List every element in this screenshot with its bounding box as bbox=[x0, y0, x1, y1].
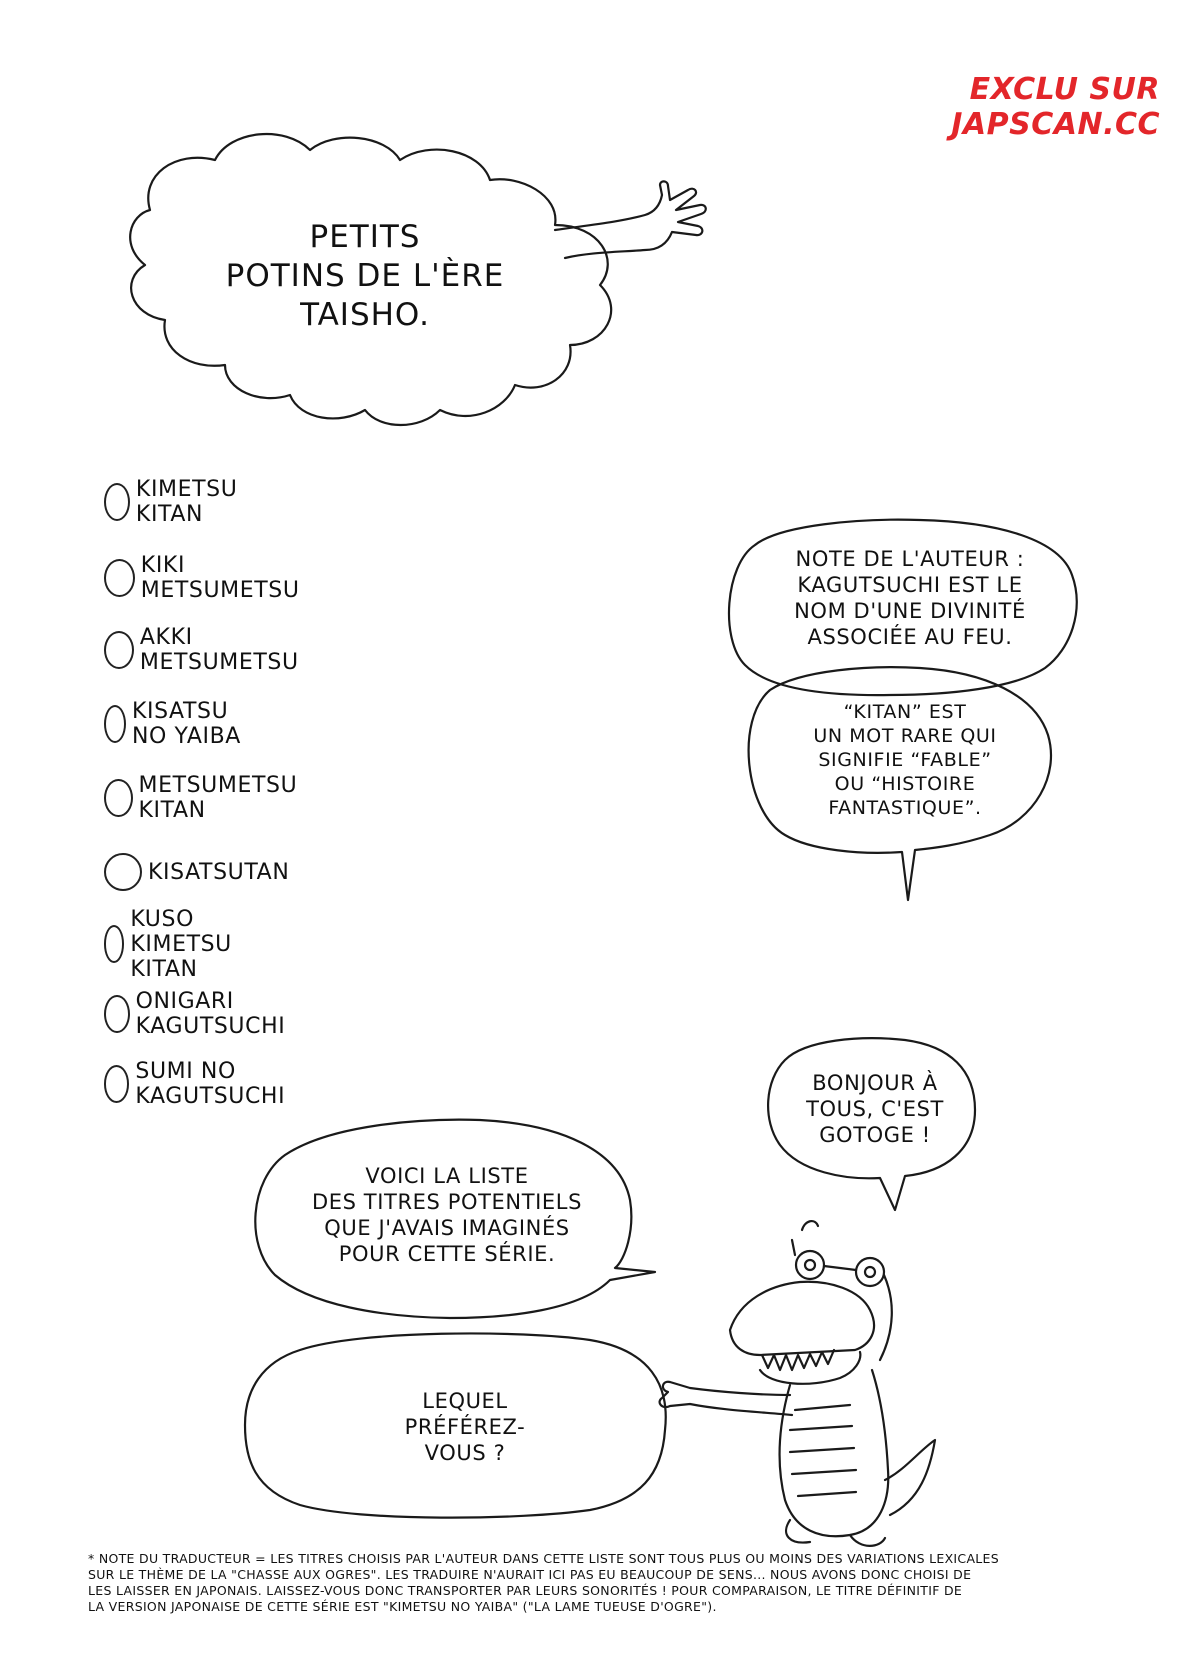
footnote-line: LA VERSION JAPONAISE DE CETTE SÉRIE EST "KIMETSU NO YAIBA" ("LA LAME TUEUSE D'OGRE"). bbox=[88, 1599, 717, 1614]
intro-line: VOICI LA LISTE bbox=[365, 1164, 529, 1188]
choice-label: KUSO KIMETSU KITAN bbox=[130, 906, 232, 982]
note-line: SIGNIFIE “FABLE” bbox=[818, 749, 992, 771]
note-line: NOTE DE L'AUTEUR : bbox=[795, 547, 1025, 571]
page-title bbox=[200, 218, 530, 335]
list-intro-text bbox=[262, 1163, 632, 1267]
choice-option[interactable] bbox=[104, 848, 289, 896]
choice-label: SUMI NO KAGUTSUCHI bbox=[135, 1059, 286, 1109]
question-line: VOUS ? bbox=[424, 1441, 506, 1465]
choice-label: KISATSUTAN bbox=[148, 859, 290, 885]
choice-option[interactable] bbox=[104, 554, 307, 602]
choice-option[interactable] bbox=[104, 478, 250, 526]
choice-label: AKKI METSUMETSU bbox=[139, 625, 299, 675]
choice-option[interactable] bbox=[104, 990, 298, 1038]
waving-hand-icon bbox=[555, 181, 706, 258]
note-line: “KITAN” EST bbox=[843, 701, 967, 723]
footnote-line: * NOTE DU TRADUCTEUR = LES TITRES CHOISIS PAR L'AUTEUR DANS CETTE LISTE SONT TOUS PLUS OU MOINS DES VARIATIONS LEXICALES bbox=[88, 1551, 999, 1566]
greeting-line: GOTOGE ! bbox=[819, 1123, 931, 1147]
note-line: FANTASTIQUE”. bbox=[828, 797, 982, 819]
question-line: PRÉFÉREZ- bbox=[404, 1415, 526, 1439]
title-line: TAISHO. bbox=[300, 297, 430, 333]
choice-label: KIKI METSUMETSU bbox=[140, 553, 300, 603]
translator-footnote bbox=[88, 1551, 1118, 1615]
choice-label: KIMETSU KITAN bbox=[135, 477, 238, 527]
radio-circle-icon[interactable] bbox=[104, 559, 135, 597]
radio-circle-icon[interactable] bbox=[104, 995, 130, 1033]
note-line: OU “HISTOIRE bbox=[834, 773, 976, 795]
note-line: NOM D'UNE DIVINITÉ bbox=[794, 599, 1026, 623]
choice-option[interactable] bbox=[104, 774, 307, 822]
choice-label: METSUMETSU KITAN bbox=[138, 773, 298, 823]
radio-circle-icon[interactable] bbox=[104, 853, 142, 891]
note-line: ASSOCIÉE AU FEU. bbox=[807, 625, 1013, 649]
radio-circle-icon[interactable] bbox=[104, 1065, 129, 1103]
choice-option[interactable] bbox=[104, 626, 307, 674]
intro-line: POUR CETTE SÉRIE. bbox=[338, 1242, 556, 1266]
watermark-text: EXCLU SUR JAPSCAN.CC bbox=[951, 72, 1160, 142]
intro-line: DES TITRES POTENTIELS bbox=[311, 1190, 583, 1214]
choice-option[interactable] bbox=[104, 700, 244, 748]
note-line: KAGUTSUCHI EST LE bbox=[797, 573, 1023, 597]
footnote-line: SUR LE THÈME DE LA "CHASSE AUX OGRES". LES TRADUIRE N'AURAIT ICI PAS EU BEAUCOUP DE SENS... NOUS AVONS DONC CHOISI DE bbox=[88, 1567, 972, 1582]
greeting-line: TOUS, C'EST bbox=[806, 1097, 944, 1121]
radio-circle-icon[interactable] bbox=[104, 705, 126, 743]
author-note-text bbox=[760, 546, 1060, 650]
radio-circle-icon[interactable] bbox=[104, 631, 134, 669]
radio-circle-icon[interactable] bbox=[104, 779, 133, 817]
intro-line: QUE J'AVAIS IMAGINÉS bbox=[324, 1216, 570, 1240]
question-text bbox=[370, 1388, 560, 1466]
choice-label: KISATSU NO YAIBA bbox=[131, 699, 241, 749]
kitan-note-text bbox=[770, 700, 1040, 820]
greeting-line: BONJOUR À bbox=[812, 1071, 938, 1095]
title-line: PETITS bbox=[309, 219, 421, 255]
choice-option[interactable] bbox=[104, 906, 250, 982]
title-line: POTINS DE L'ÈRE bbox=[225, 258, 505, 294]
crocodile-author-icon bbox=[660, 1221, 935, 1546]
choice-option[interactable] bbox=[104, 1060, 298, 1108]
greeting-text bbox=[780, 1070, 970, 1148]
footnote-line: LES LAISSER EN JAPONAIS. LAISSEZ-VOUS DONC TRANSPORTER PAR LEURS SONORITÉS ! POUR COMPARAISON, LE TITRE DÉFINITIF DE bbox=[88, 1583, 963, 1598]
choice-label: ONIGARI KAGUTSUCHI bbox=[135, 989, 286, 1039]
radio-circle-icon[interactable] bbox=[104, 925, 124, 963]
question-line: LEQUEL bbox=[422, 1389, 508, 1413]
radio-circle-icon[interactable] bbox=[104, 483, 130, 521]
note-line: UN MOT RARE QUI bbox=[813, 725, 997, 747]
